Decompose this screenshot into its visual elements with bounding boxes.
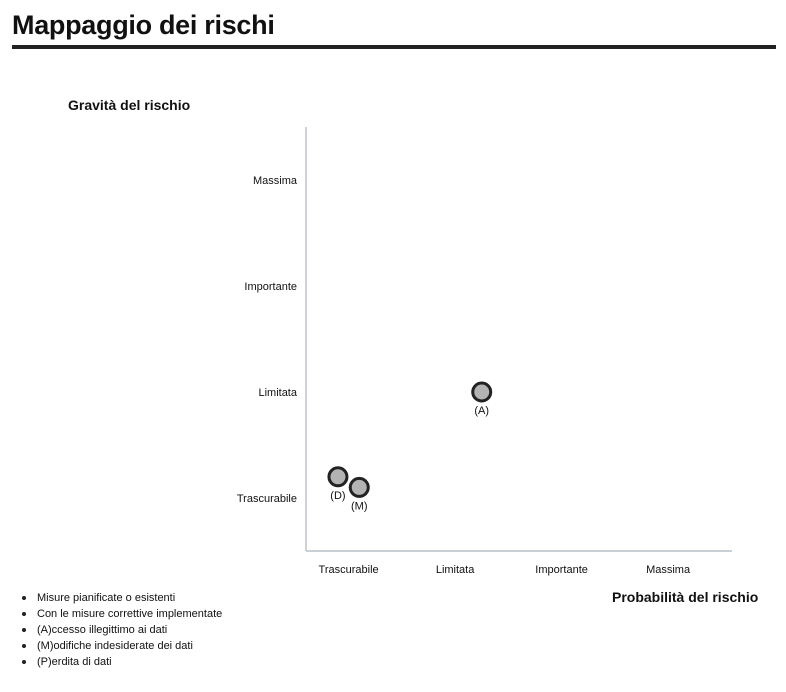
x-tick-label: Limitata bbox=[435, 564, 475, 576]
bullet-icon bbox=[22, 628, 26, 632]
legend bbox=[22, 590, 222, 670]
y-tick-label: Limitata bbox=[258, 387, 297, 399]
legend-item bbox=[22, 590, 222, 606]
data-point bbox=[329, 468, 347, 486]
legend-item-label: Con le misure correttive implementate bbox=[37, 608, 223, 620]
legend-item bbox=[22, 654, 222, 670]
data-point bbox=[473, 383, 491, 401]
legend-item-label: (A)ccesso illegittimo ai dati bbox=[37, 624, 168, 636]
legend-item bbox=[22, 638, 222, 654]
legend-item bbox=[22, 622, 222, 638]
y-tick-label: Importante bbox=[244, 281, 297, 293]
legend-item bbox=[22, 606, 222, 622]
bullet-icon bbox=[22, 612, 26, 616]
legend-item-label: Misure pianificate o esistenti bbox=[37, 592, 176, 604]
bullet-icon bbox=[22, 596, 26, 600]
y-tick-label: Trascurabile bbox=[236, 493, 297, 505]
point-label: (D) bbox=[330, 489, 346, 502]
point-label: (M) bbox=[351, 500, 368, 513]
x-tick-label: Importante bbox=[535, 564, 588, 576]
page-title: Mappaggio dei rischi bbox=[12, 10, 275, 40]
y-tick-label: Massima bbox=[252, 175, 297, 187]
x-axis-title: Probabilità del rischio bbox=[612, 589, 759, 605]
bullet-icon bbox=[22, 660, 26, 664]
point-label: (A) bbox=[474, 405, 490, 417]
legend-item-label: (P)erdita di dati bbox=[37, 656, 112, 668]
y-axis-title: Gravità del rischio bbox=[68, 97, 191, 113]
x-tick-label: Massima bbox=[646, 564, 691, 576]
x-tick-label: Trascurabile bbox=[318, 564, 379, 576]
data-point bbox=[350, 478, 368, 496]
legend-item-label: (M)odifiche indesiderate dei dati bbox=[37, 640, 193, 652]
bullet-icon bbox=[22, 644, 26, 648]
